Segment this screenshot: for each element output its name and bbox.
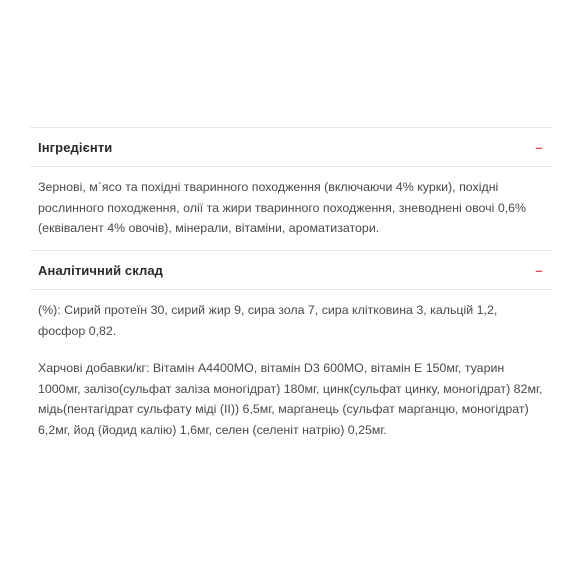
additives-text: Харчові добавки/кг: Вітамін A4400МО, вітамін D3 600МО, вітамін E 150мг, туарин 1000мг, залізо(сульфат заліза моногідрат) 180мг, цинк(сульфат цинку, моногідрат) 82мг, мідь(пентагідрат сульфату міді (II)) 6,5мг, марганець (сульфат марганцю, моногідрат) 6,2мг, йод (йодид калію) 1,6мг, селен (селеніт натрію) 0,25мг. xyxy=(38,361,543,437)
collapse-icon[interactable]: – xyxy=(535,139,543,155)
composition-text: (%): Сирий протеїн 30, сирий жир 9, сира зола 7, сира клітковина 3, кальцій 1,2, фосфор 0,82. xyxy=(38,303,498,338)
ingredients-header[interactable] xyxy=(30,128,552,166)
analytical-composition-section xyxy=(30,250,552,440)
ingredients-content xyxy=(30,166,552,250)
analytical-composition-content xyxy=(30,289,552,440)
analytical-composition-title: Аналітичний склад xyxy=(38,262,164,278)
ingredients-section xyxy=(30,127,552,250)
collapse-icon[interactable]: – xyxy=(535,262,543,278)
analytical-composition-header[interactable] xyxy=(30,251,552,289)
product-info-accordion xyxy=(30,127,552,440)
ingredients-text: Зернові, м`ясо та похідні тваринного походження (включаючи 4% курки), похідні рослинного походження, олії та жири тваринного походження, зневоднені овочі 0,6% (еквівалент 4% овочів), мінерали, вітаміни, ароматизатори. xyxy=(38,180,527,235)
ingredients-title: Інгредієнти xyxy=(38,139,113,155)
